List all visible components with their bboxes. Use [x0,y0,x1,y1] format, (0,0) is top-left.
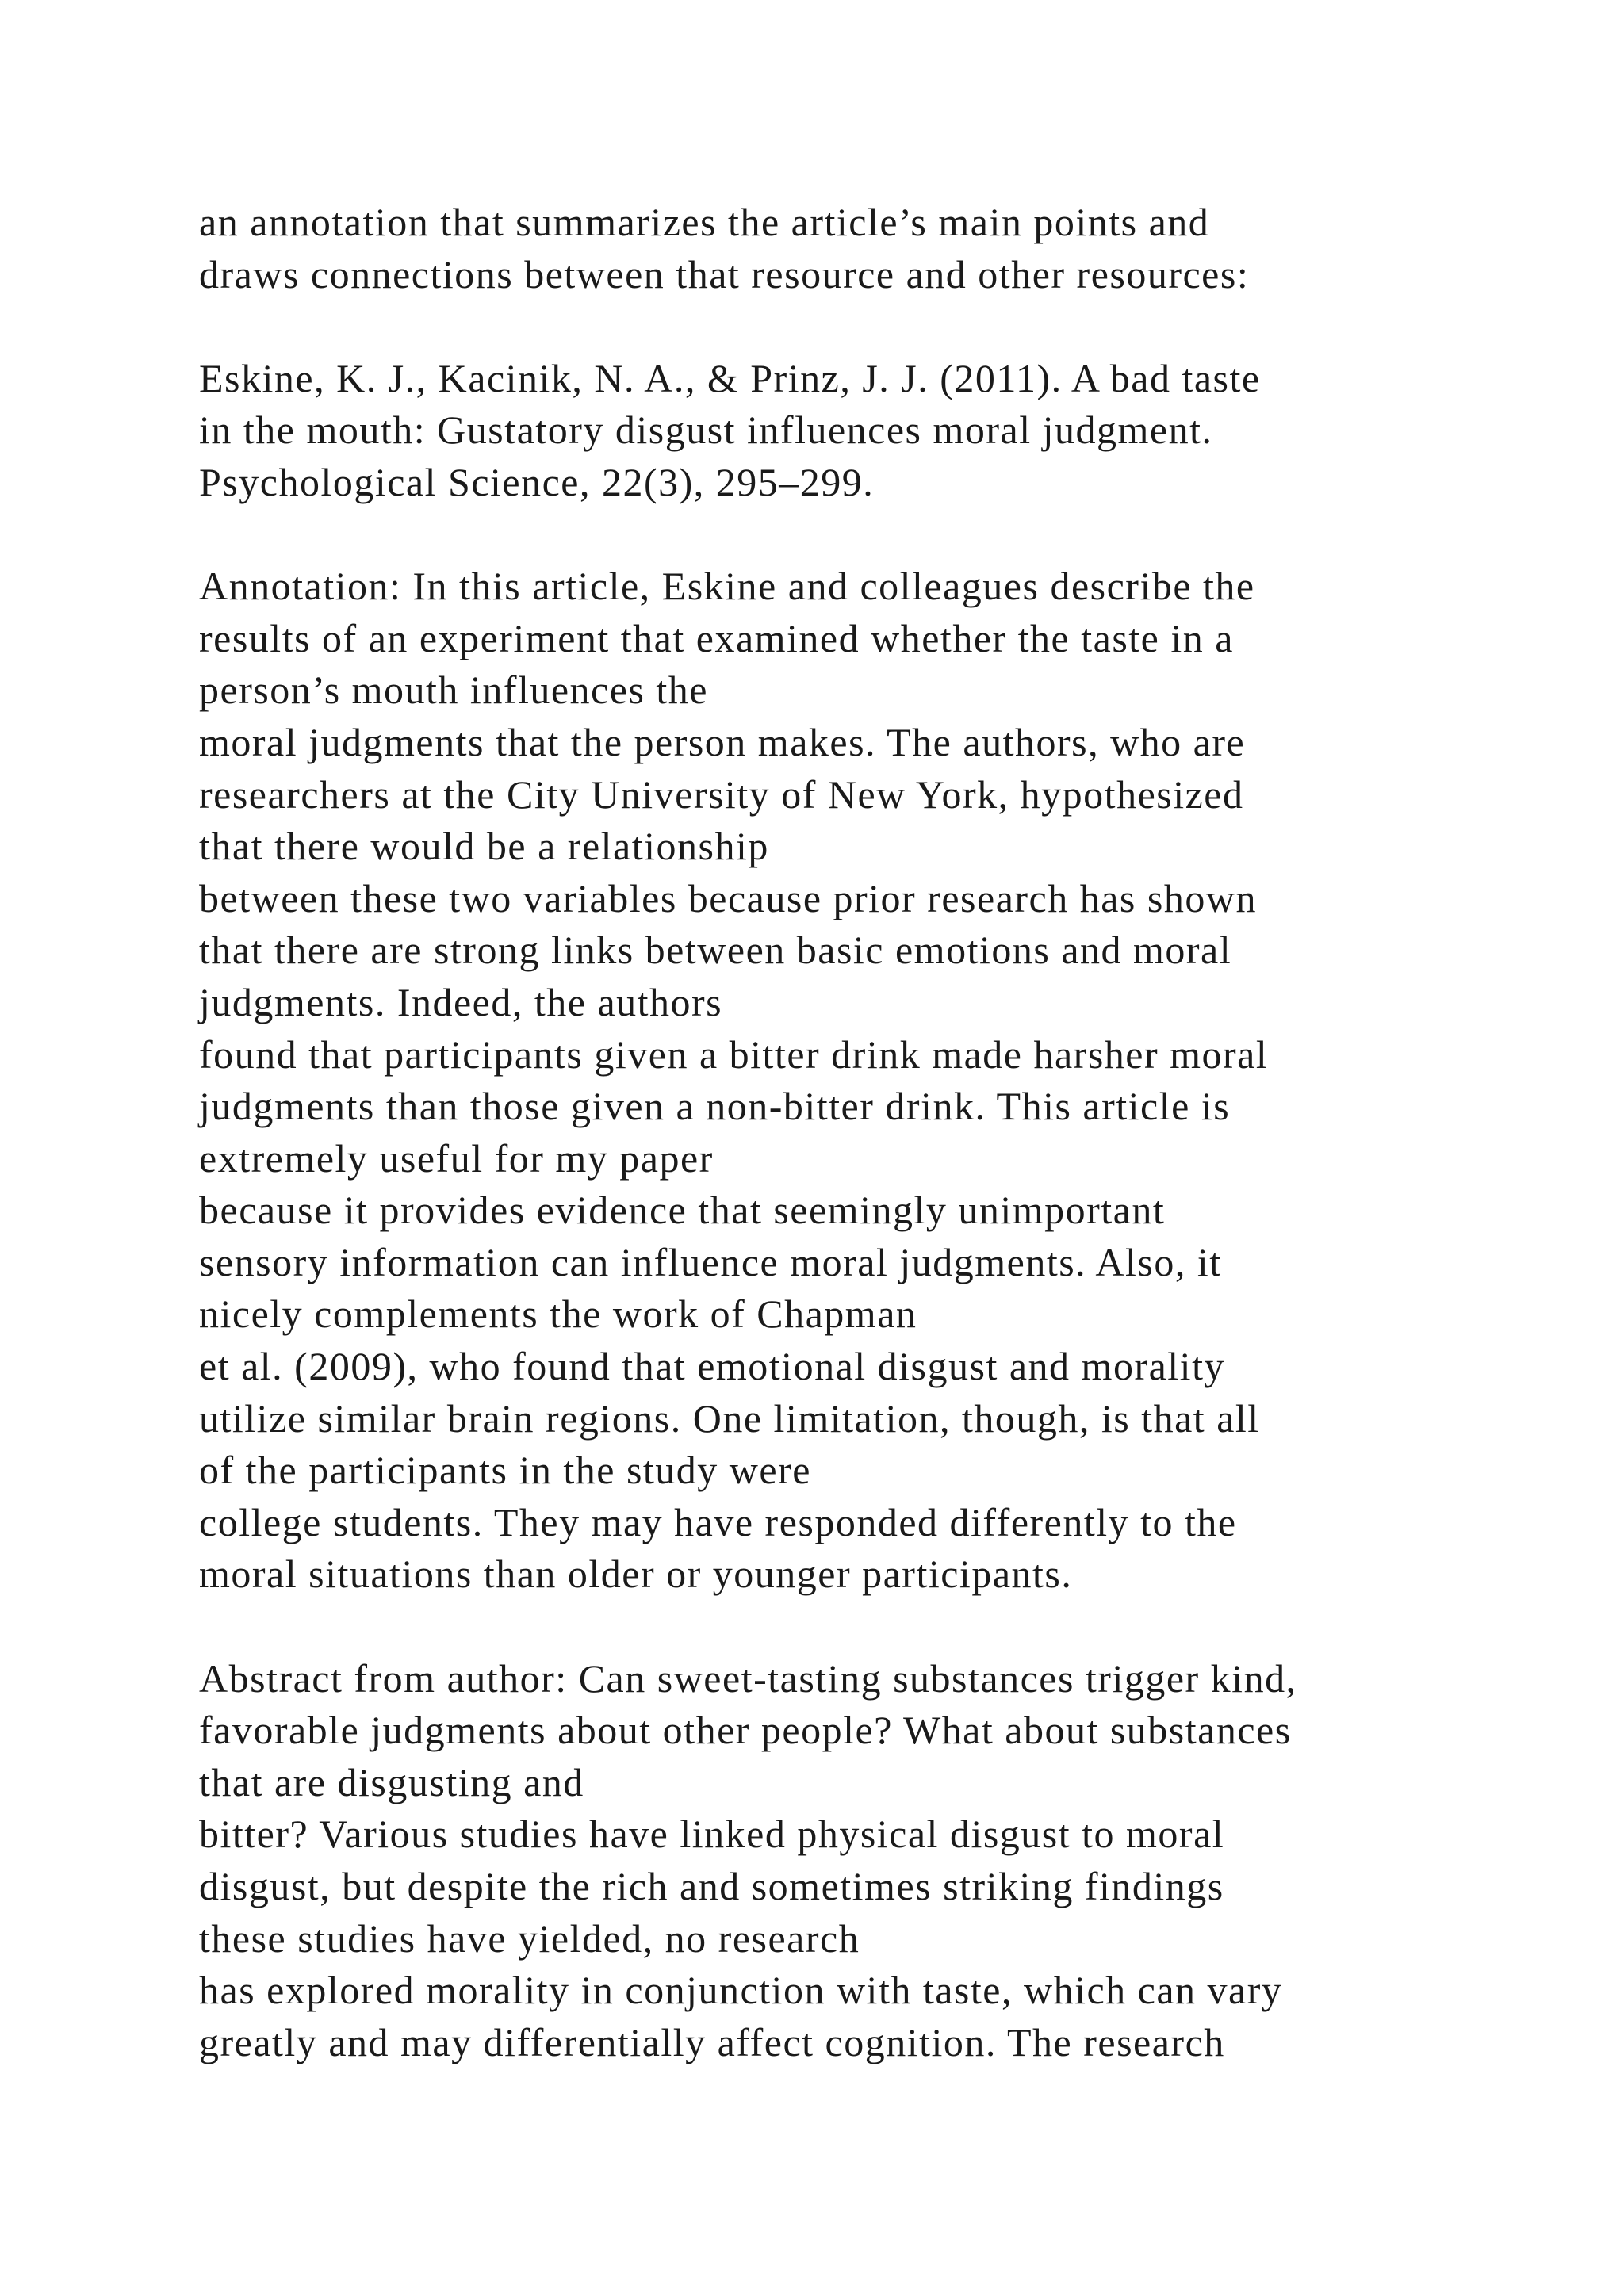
intro-line: an annotation that summarizes the article’s main points and [199,200,1210,244]
document-body [199,197,1547,2068]
intro-line: draws connections between that resource and other resources: [199,251,1250,297]
citation-line: Psychological Science, 22(3), 295–299. [199,459,875,504]
annotation-line: Annotation: In this article, Eskine and colleagues describe the [199,564,1255,609]
paragraph-spacer [199,1601,1547,1653]
annotation-line: moral judgments that the person makes. The authors, who are [199,719,1246,764]
annotation-line: researchers at the City University of New York, hypothesized [199,771,1244,817]
annotation-line: between these two variables because prior research has shown [199,875,1257,920]
citation-line: Eskine, K. J., Kacinik, N. A., & Prinz, J. J. (2011). A bad taste [199,355,1261,400]
annotation-line: that there would be a relationship [199,824,769,869]
abstract-line: Abstract from author: Can sweet-tasting substances trigger kind, [199,1655,1297,1701]
abstract-line: favorable judgments about other people? What about substances [199,1708,1292,1753]
citation-line: in the mouth: Gustatory disgust influences moral judgment. [199,408,1213,453]
abstract-line: these studies have yielded, no research [199,1915,860,1961]
annotation-line: found that participants given a bitter drink made harsher moral [199,1031,1269,1077]
annotation-line: moral situations than older or younger participants. [199,1552,1073,1597]
annotation-line: results of an experiment that examined whether the taste in a [199,615,1234,660]
abstract-paragraph [199,1653,1547,2069]
intro-paragraph [199,197,1547,300]
abstract-line: has explored morality in conjunction with taste, which can vary [199,1968,1283,2013]
annotation-line: judgments. Indeed, the authors [199,979,723,1024]
annotation-line: college students. They may have responded differently to the [199,1499,1237,1544]
annotation-line: person’s mouth influences the [199,668,708,713]
annotation-line: utilize similar brain regions. One limitation, though, is that all [199,1395,1260,1441]
paragraph-spacer [199,300,1547,353]
abstract-line: greatly and may differentially affect cognition. The research [199,2019,1225,2064]
annotation-line: nicely complements the work of Chapman [199,1292,917,1337]
annotation-paragraph [199,561,1547,1601]
abstract-line: bitter? Various studies have linked physical disgust to moral [199,1812,1225,1857]
annotation-line: judgments than those given a non-bitter drink. This article is [199,1084,1231,1129]
abstract-line: disgust, but despite the rich and sometimes striking findings [199,1864,1224,1908]
citation-paragraph [199,353,1547,509]
abstract-line: that are disgusting and [199,1759,584,1804]
annotation-line: et al. (2009), who found that emotional disgust and morality [199,1344,1225,1389]
annotation-line: because it provides evidence that seemingly unimportant [199,1188,1166,1233]
annotation-line: extremely useful for my paper [199,1135,714,1181]
annotation-line: that there are strong links between basic emotions and moral [199,928,1232,973]
paragraph-spacer [199,509,1547,561]
annotation-line: sensory information can influence moral judgments. Also, it [199,1239,1222,1284]
annotation-line: of the participants in the study were [199,1448,811,1493]
